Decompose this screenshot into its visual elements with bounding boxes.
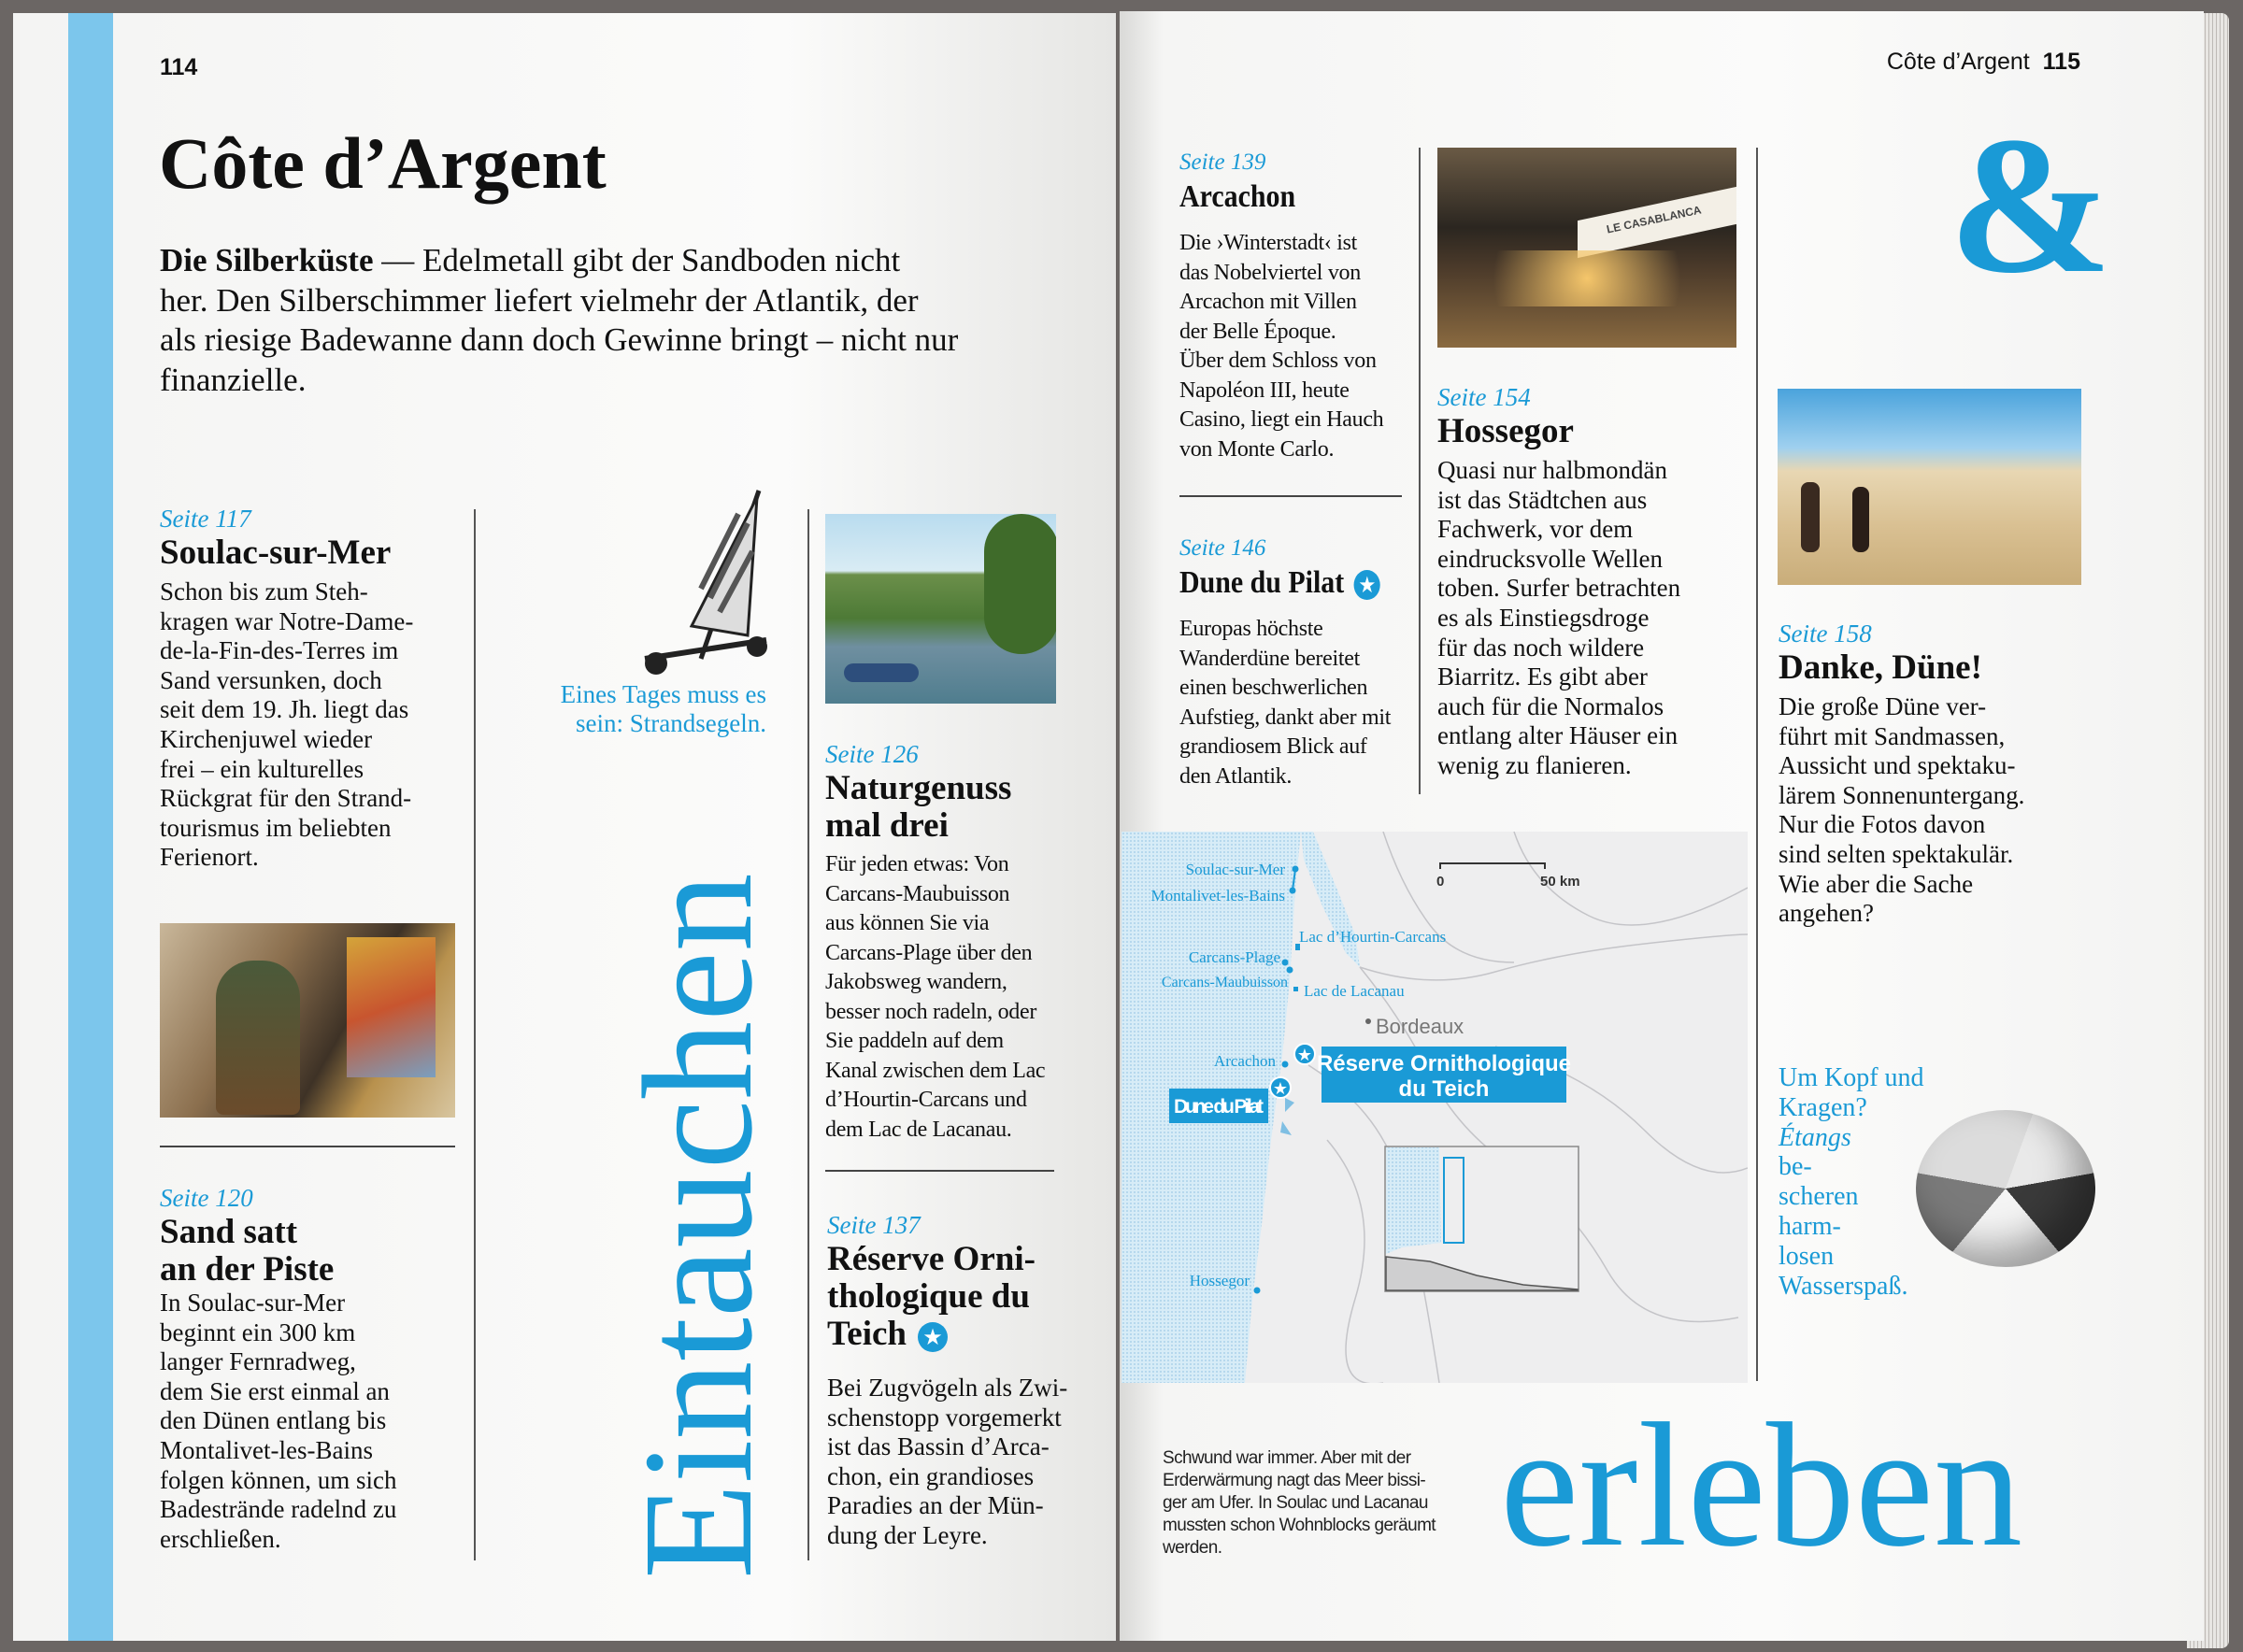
text-line: Nur die Fotos davon [1779, 810, 1986, 839]
intro-line: her. Den Silberschimmer liefert vielmehr der Atlantik, der [160, 281, 919, 319]
map-label: Arcachon [1213, 1052, 1276, 1070]
map-label: Hossegor [1189, 1272, 1250, 1289]
text-line: eindrucksvolle Wellen [1437, 544, 1664, 573]
page-ref[interactable]: Seite 117 [160, 505, 251, 533]
article-title: Danke, Düne! [1779, 648, 1982, 687]
photo-church-statue [160, 923, 455, 1118]
text-line: kragen war Notre-Dame- [160, 606, 414, 635]
bordeaux-dot [1365, 1018, 1371, 1024]
text-line: Sie paddeln auf dem [825, 1029, 1004, 1053]
text-line: folgen können, um sich [160, 1465, 397, 1494]
text-line: sind selten spektakulär. [1779, 839, 2014, 868]
article-title-line: mal drei [825, 806, 949, 845]
photo-cafe-night [1437, 148, 1736, 348]
text-line: dung der Leyre. [827, 1520, 988, 1549]
hikers [1852, 487, 1869, 552]
map-inset [1385, 1146, 1579, 1291]
intro-lead: Die Silberküste [160, 242, 374, 278]
text-line: wenig zu flanieren. [1437, 750, 1632, 779]
text-line: In Soulac-sur-Mer [160, 1289, 346, 1317]
text-line: Sand versunken, doch [160, 665, 382, 694]
text-line: grandiosem Blick auf [1179, 734, 1367, 759]
text-line: ist das Bassin d’Arca- [827, 1432, 1050, 1461]
text-line: den Dünen entlang bis [160, 1406, 387, 1435]
text-line: Europas höchste [1179, 617, 1323, 641]
caption-line: Kragen? [1779, 1092, 1867, 1122]
article-title-line: Sand satt [160, 1213, 298, 1251]
intro-line: als riesige Badewanne dann doch Gewinne bringt – nicht nur [160, 321, 959, 358]
map-label: du Teich [1398, 1076, 1490, 1102]
ball-caption [1779, 1063, 1924, 1301]
map-highlight-reserve[interactable] [1294, 1044, 1571, 1103]
article-danke-duene [1779, 618, 2024, 929]
text-line: tourismus im beliebten [160, 813, 392, 842]
vertical-word-eintauchen: Eintauchen [611, 873, 785, 1579]
page-ref[interactable]: Seite 158 [1779, 620, 1872, 648]
text-line: dem Lac de Lacanau. [825, 1117, 1012, 1142]
hikers [1801, 482, 1820, 552]
title-text: Teich [827, 1315, 907, 1353]
text-line: Schwund war immer. Aber mit der [1163, 1448, 1411, 1468]
text-line: Arcachon mit Villen [1179, 290, 1357, 314]
text-line: Jakobsweg wandern, [825, 970, 1007, 994]
text-line: Kanal zwischen dem Lac [825, 1058, 1046, 1083]
text-line: mussten schon Wohnblocks geräumt [1163, 1516, 1436, 1535]
map-cote-dargent[interactable] [1122, 832, 1748, 1383]
text-block [1779, 692, 2024, 929]
map-label: Lac de Lacanau [1304, 982, 1405, 1000]
text-line: Bei Zugvögeln als Zwi- [827, 1374, 1068, 1402]
caption-line: sein: Strandsegeln. [576, 709, 766, 737]
page-ref[interactable]: Seite 154 [1437, 383, 1531, 411]
text-line: frei – ein kulturelles [160, 754, 364, 783]
page-ref[interactable]: Seite 139 [1179, 150, 1266, 175]
caption-line: Eines Tages muss es [560, 680, 766, 708]
divider [160, 1146, 455, 1147]
boats [844, 663, 919, 682]
article-title: Arcachon [1179, 179, 1296, 214]
text-line: den Atlantik. [1179, 763, 1293, 789]
map-label-bordeaux: Bordeaux [1376, 1015, 1464, 1038]
text-line: Kirchenjuwel wieder [160, 724, 373, 753]
text-line: Paradies an der Mün- [827, 1491, 1044, 1520]
text-line: toben. Surfer betrachten [1437, 574, 1681, 603]
map-label: Lac d’Hourtin-Carcans [1299, 928, 1447, 946]
column-rule [474, 509, 476, 1560]
text-line: führt mit Sandmassen, [1779, 721, 2006, 750]
article-hossegor [1437, 381, 1680, 781]
trees [984, 514, 1056, 654]
map-label: Montalivet-les-Bains [1150, 887, 1285, 904]
article-title: Soulac-sur-Mer [160, 534, 392, 572]
star-icon: ★ [1296, 1046, 1313, 1065]
divider [825, 1170, 1054, 1172]
text-line: langer Fernradweg, [160, 1347, 356, 1376]
text-line: einen beschwerlichen [1179, 676, 1368, 700]
column-rule [1756, 148, 1758, 1381]
text-block [825, 850, 1045, 1145]
article-title-line [827, 1316, 1067, 1353]
divider [1179, 495, 1402, 497]
text-line: Biarritz. Es gibt aber [1437, 662, 1648, 691]
chapter-title: Côte d’Argent [159, 122, 607, 204]
text-line: ger am Ufer. In Soulac und Lacanau [1163, 1493, 1428, 1513]
star-highlight-icon: ★ [1354, 570, 1380, 600]
painting [347, 937, 436, 1077]
caption-line: Étangs [1779, 1122, 1851, 1152]
text-line: Carcans-Plage über den [825, 940, 1033, 965]
sand-yacht-illustration [636, 486, 776, 677]
text-line: Rückgrat für den Strand- [160, 784, 412, 813]
text-line: d’Hourtin-Carcans und [825, 1088, 1027, 1112]
big-word-erleben: erleben [1500, 1388, 2023, 1584]
text-line: de-la-Fin-des-Terres im [160, 636, 399, 665]
text-line: aus können Sie via [825, 911, 990, 935]
article-title: Hossegor [1437, 412, 1574, 450]
text-line: Wanderdüne bereitet [1179, 646, 1360, 671]
article-title-line: thologique du [827, 1277, 1030, 1316]
text-line: dem Sie erst einmal an [160, 1376, 390, 1405]
scale-label-zero: 0 [1436, 874, 1445, 890]
scale-label-max: 50 km [1540, 874, 1580, 890]
caption-line: Wasserspaß. [1779, 1271, 1908, 1301]
intro-line: — Edelmetall gibt der Sandboden nicht [381, 242, 901, 278]
text-line: erschließen. [160, 1524, 281, 1553]
text-line: Die ›Winterstadt‹ ist [1179, 231, 1358, 255]
text-block [160, 577, 413, 873]
caption-line: be- [1779, 1152, 1812, 1182]
article-reserve [827, 1209, 1067, 1551]
intro-line: finanzielle. [160, 361, 307, 398]
text-line: angehen? [1779, 899, 1874, 928]
column-rule [807, 509, 809, 1560]
running-head [1776, 49, 2080, 76]
map-label: Réserve Ornithologique [1316, 1051, 1572, 1076]
text-line: besser noch radeln, oder [825, 999, 1037, 1024]
text-line: Casino, liegt ein Hauch [1179, 407, 1384, 432]
text-line: Carcans-Maubuisson [825, 881, 1010, 906]
text-line: Erderwärmung nagt das Meer bissi- [1163, 1471, 1426, 1490]
text-line: auch für die Normalos [1437, 691, 1664, 720]
text-line: Fachwerk, vor dem [1437, 515, 1634, 544]
text-line: Badestrände radelnd zu [160, 1495, 397, 1524]
map-label: Carcans-Plage [1188, 948, 1280, 966]
text-line: von Monte Carlo. [1179, 436, 1335, 462]
photo-dune [1778, 389, 2081, 585]
text-line: ist das Städtchen aus [1437, 485, 1648, 514]
text-line: Aufstieg, dankt aber mit [1179, 705, 1392, 730]
page-ref[interactable]: Seite 126 [825, 740, 919, 768]
text-line: schenstopp vorgemerkt [827, 1403, 1062, 1431]
text-line: Schon bis zum Steh- [160, 577, 368, 605]
text-line: Wie aber die Sache [1779, 869, 1974, 898]
map-label: Soulac-sur-Mer [1185, 861, 1285, 878]
article-title-line: Réserve Orni- [827, 1240, 1036, 1278]
blue-edge-strip [68, 13, 113, 1641]
page-ref[interactable]: Seite 137 [827, 1211, 921, 1239]
intro-paragraph [160, 241, 958, 400]
star-icon: ★ [1272, 1079, 1289, 1099]
article-soulac [160, 503, 413, 873]
text-block [1179, 615, 1407, 791]
article-arcachon [1179, 147, 1383, 464]
page-number-left: 114 [160, 54, 198, 80]
text-line: lärem Sonnenuntergang. [1779, 780, 2025, 809]
page-ref[interactable]: Seite 120 [160, 1184, 253, 1212]
article-sand-satt [160, 1182, 396, 1554]
text-line: Napoléon III, heute [1179, 377, 1350, 403]
caption-line: harm- [1779, 1211, 1841, 1241]
text-block [827, 1374, 1067, 1551]
text-line: für das noch wildere [1437, 633, 1645, 662]
sail-caption [505, 680, 766, 738]
text-block [160, 1289, 396, 1554]
statue [216, 961, 300, 1115]
map-label: Dune du Pilat [1174, 1096, 1264, 1118]
article-dune [1179, 533, 1407, 791]
article-title [1179, 564, 1380, 602]
text-line: das Nobelviertel von [1179, 260, 1361, 285]
text-line: Für jeden etwas: Von [825, 852, 1009, 876]
article-naturgenuss [825, 738, 1045, 1145]
running-head-title: Côte d’Argent [1886, 49, 2030, 75]
caption-line: scheren [1779, 1182, 1859, 1212]
text-line: Über dem Schloss von [1179, 349, 1377, 373]
text-block [1437, 456, 1680, 781]
caption-line: Um Kopf und [1779, 1063, 1924, 1092]
photo-canal [825, 514, 1056, 704]
lights [1456, 250, 1718, 306]
text-line: es als Einstiegsdroge [1437, 603, 1650, 632]
title-text: Dune du Pilat [1179, 565, 1345, 600]
text-line: Montalivet-les-Bains [160, 1435, 373, 1464]
map-caption [1163, 1447, 1436, 1559]
text-block [1163, 1447, 1436, 1559]
page-ref[interactable]: Seite 146 [1179, 535, 1266, 561]
star-highlight-icon: ★ [918, 1322, 948, 1352]
article-title-line: an der Piste [160, 1250, 335, 1289]
text-line: chon, ein grandioses [827, 1461, 1035, 1490]
text-line: Ferienort. [160, 843, 259, 872]
text-line: der Belle Époque. [1179, 319, 1336, 344]
text-line: Aussicht und spektaku- [1779, 751, 2016, 780]
beach-ball-illustration [1916, 1110, 2095, 1267]
article-title-line: Naturgenuss [825, 769, 1012, 807]
text-line: Quasi nur halbmondän [1437, 456, 1667, 484]
page-number-right: 115 [2042, 49, 2080, 75]
map-label: Carcans-Maubuisson [1161, 975, 1288, 990]
text-block [1179, 229, 1383, 464]
ampersand: & [1949, 97, 2112, 314]
sign-text: LE CASABLANCA [1605, 203, 1703, 236]
column-rule [1419, 148, 1421, 794]
text-line: Die große Düne ver- [1779, 692, 1987, 720]
text-line: beginnt ein 300 km [160, 1317, 356, 1346]
text-line: seit dem 19. Jh. liegt das [160, 695, 409, 724]
text-line: werden. [1163, 1538, 1222, 1558]
text-line: entlang alter Häuser ein [1437, 721, 1679, 750]
caption-line: losen [1779, 1241, 1835, 1271]
